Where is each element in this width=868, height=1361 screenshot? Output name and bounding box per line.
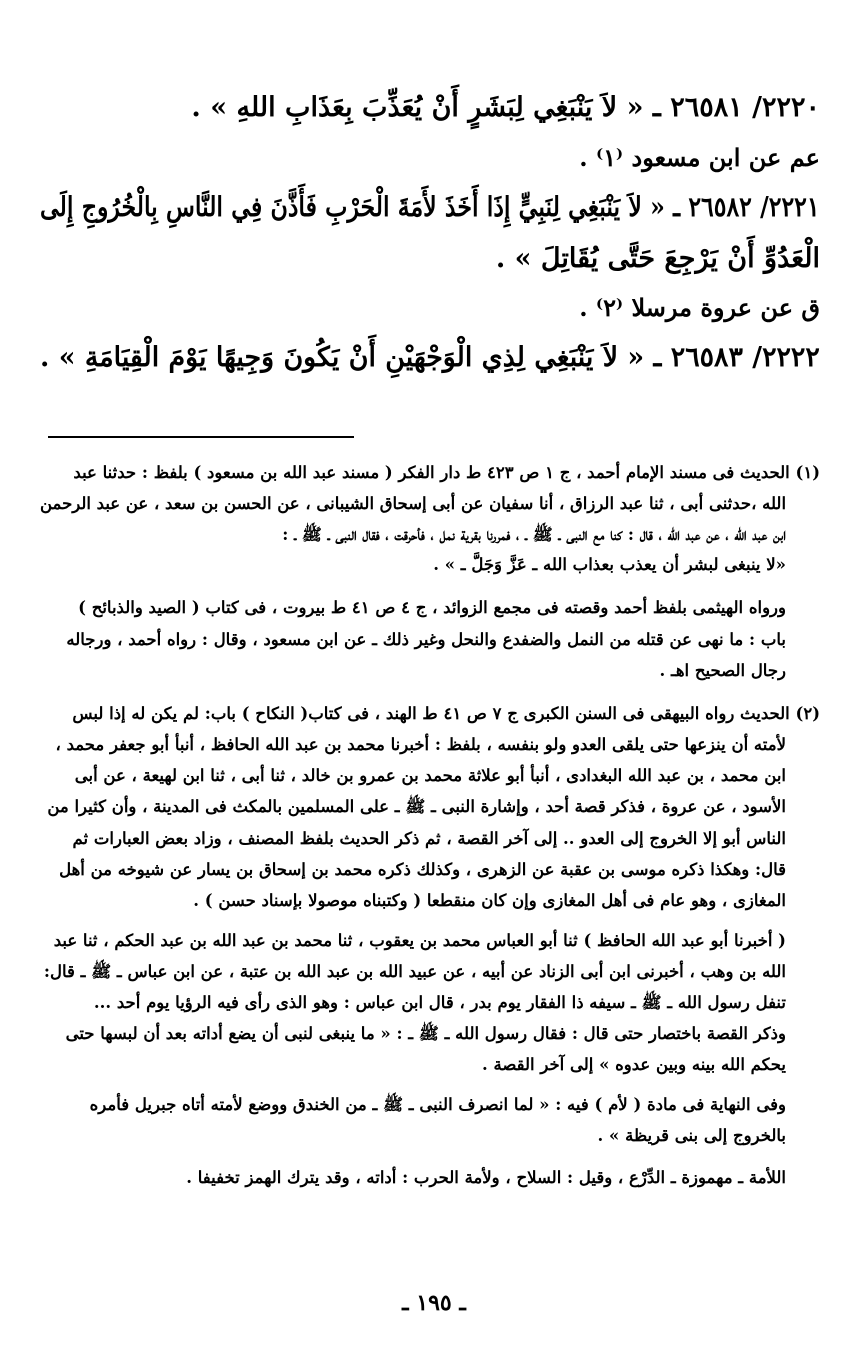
footnote-line: الناس أبو إلا الخروج إلى العدو .. إلى آخر القصة ، ثم ذكر الحديث بلفظ المصنف ، وزاد بعض العبارات ثم — [72, 829, 786, 848]
hadith-2221-source: ق عن عروة مرسلا ⁽٢⁾ . — [579, 293, 820, 322]
footnote-line: ( أخبرنا أبو عبد الله الحافظ ) ثنا أبو العباس محمد بن يعقوب ، ثنا محمد بن عبد الله بن عبد الحكم ، ثنا عبد — [53, 931, 786, 950]
hadith-2220-text: ٢٢٢٠/ ٢٦٥٨١ ـ « لاَ يَنْبَغِي لِبَشَرٍ أَنْ يُعَذِّبَ بِعَذَابِ اللهِ » . — [191, 92, 820, 123]
footnote-line: الأسود ، عن عروة ، فذكر قصة أحد ، وإشارة النبى ـ ﷺ ـ على المسلمين بالمكث فى المدينة ، وأن كثيرا من — [47, 797, 786, 816]
footnote-line: الله بن وهب ، أخبرنى ابن أبى الزناد عن أبيه ، عن عبيد الله بن عبد الله بن عتبة ، عن ابن عباس ـ ﷺ ـ قال: — [43, 962, 786, 981]
footnote-line: رجال الصحيح اهـ . — [659, 661, 786, 680]
footnote-line: تنفل رسول الله ـ ﷺ ـ سيفه ذا الفقار يوم بدر ، قال ابن عباس : وهو الذى رأى فيه الرؤيا يوم أحد ... — [93, 993, 786, 1012]
footnote-line: (١) الحديث فى مسند الإمام أحمد ، ج ١ ص ٤٢٣ ط دار الفكر ( مسند عبد الله بن مسعود ) بلفظ : حدثنا عبد — [73, 463, 820, 482]
footnote-line: المغازى ، وهو عام فى أهل المغازى وإن كان منقطعا ( وكتبناه موصولا بإسناد حسن ) . — [193, 891, 786, 910]
footnote-line: قال: وهكذا ذكره موسى بن عقبة عن الزهرى ، وكذلك ذكره محمد بن إسحاق بن يسار عن شيوخه من أهل — [59, 860, 786, 879]
footnote-line: يحكم الله بينه وبين عدوه » إلى آخر القصة . — [482, 1055, 786, 1074]
hadith-2221-text-cont: الْعَدُوِّ أَنْ يَرْجِعَ حَتَّى يُقَاتِلَ » . — [495, 243, 820, 274]
footnote-line: لأمته أن ينزعها حتى يلقى العدو ولو بنفسه ، بلفظ : أخبرنا محمد بن عبد الله الحافظ ، أنبأ أبو جعفر محمد ، — [55, 735, 786, 754]
page-number: ـ ١٩٥ ـ — [402, 1290, 466, 1316]
footnote-separator — [48, 436, 354, 438]
footnote-line: اللأمة ـ مهموزة ـ الدِّرْع ، وقيل : السلاح ، ولأمة الحرب : أداته ، وقد يترك الهمز تخفيفا . — [186, 1168, 786, 1187]
hadith-2222-text: ٢٢٢٢/ ٢٦٥٨٣ ـ « لاَ يَنْبَغِي لِذِي الْوَجْهَيْنِ أَنْ يَكُونَ وَجِيهًا يَوْمَ الْقِيَامَةِ » . — [40, 342, 820, 373]
footnote-line: باب : ما نهى عن قتله من النمل والضفدع والنحل وغير ذلك ـ عن ابن مسعود ، وقال : رواه أحمد ، ورجاله — [66, 630, 786, 649]
footnote-line: الله ،حدثنى أبى ، ثنا عبد الرزاق ، أنا سفيان عن أبى إسحاق الشيبانى ، عن الحسن بن سعد ، عن عبد الرحمن — [39, 494, 786, 513]
footnote-line: (٢) الحديث رواه البيهقى فى السنن الكبرى ج ٧ ص ٤١ ط الهند ، فى كتاب( النكاح ) باب: لم يكن له إذا لبس — [72, 704, 820, 723]
footnote-line: ابن عبد الله ، عن عبد الله ، قال : كنا مع النبى ـ ﷺ ـ ، فمررنا بقرية نمل ، فأحرقت ، فقال النبى ـ ﷺ ـ : — [282, 525, 786, 544]
footnote-line: وذكر القصة باختصار حتى قال : فقال رسول الله ـ ﷺ ـ : « ما ينبغى لنبى أن يضع أداته بعد أن لبسها حتى — [65, 1024, 786, 1043]
footnote-line: بالخروج إلى بنى قريظة » . — [597, 1126, 786, 1145]
footnote-line: وفى النهاية فى مادة ( لأم ) فيه : « لما انصرف النبى ـ ﷺ ـ من الخندق ووضع لأمته أتاه جبريل فأمره — [89, 1095, 786, 1114]
footnote-line: ابن محمد ، بن عبد الله البغدادى ، أنبأ أبو علاثة محمد بن عمرو بن خالد ، ثنا أبى ، ثنا ابن لهيعة ، عن أبى — [74, 766, 786, 785]
hadith-2220-source: عم عن ابن مسعود ⁽١⁾ . — [579, 143, 820, 172]
footnote-line: «لا ينبغى لبشر أن يعذب بعذاب الله ـ عَزَّ وَجَلَّ ـ » . — [433, 555, 786, 574]
footnote-line: ورواه الهيثمى بلفظ أحمد وقصته فى مجمع الزوائد ، ج ٤ ص ٤١ ط بيروت ، فى كتاب ( الصيد والذبائح ) — [78, 598, 786, 617]
hadith-2221-text: ٢٢٢١/ ٢٦٥٨٢ ـ « لاَ يَنْبَغِي لِنَبِيٍّ إِذَا أَخَذَ لأَمَةَ الْحَرْبِ فَأَذَّنَ فِي النَّاسِ بِالْخُرُوجِ إِلَى — [40, 192, 820, 223]
